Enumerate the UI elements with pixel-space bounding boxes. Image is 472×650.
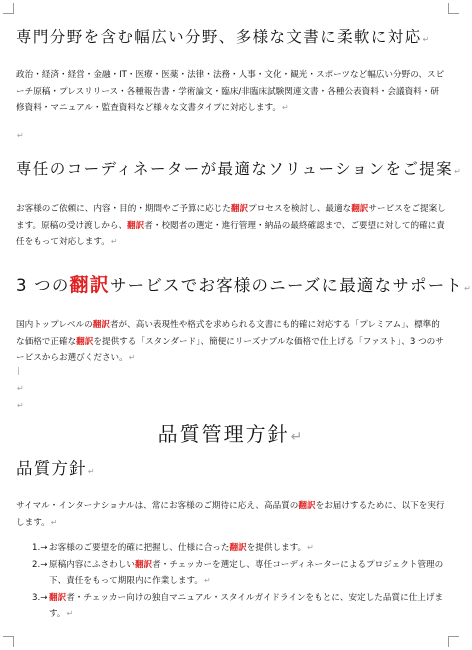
heading-quality-policy: 品質方針↵	[16, 459, 96, 478]
paragraph-mark: ↵	[66, 609, 74, 618]
paragraph-three-services: 国内トップレベルの翻訳者が、高い表現性や格式を求められる文書にも的確に対応する「プレミアム」、標準的な価格で正確な翻訳を提供する「スタンダード」、簡便にリーズナブルな価格で仕上げる「ファスト」、3 つのサービスからお選びください。↵	[16, 320, 444, 363]
paragraph-mark: ↵	[17, 131, 24, 140]
heading-flexible-fields: 専門分野を含む幅広い分野、多様な文書に柔軟に対応↵	[16, 28, 431, 46]
crop-mark	[3, 3, 14, 14]
keyword-translation: 翻訳	[49, 592, 67, 603]
keyword-translation: 翻訳	[229, 543, 247, 553]
list-item: 2.→ 原稿内容にふさわしい翻訳者・チェッカーを選定し、専任コーディネーターによるプロジェクト管理の下、責任をもって期限内に作業します。↵	[32, 559, 444, 586]
crop-mark	[3, 636, 14, 647]
keyword-translation: 翻訳	[127, 220, 145, 231]
paragraph-mark: ↵	[290, 429, 305, 445]
paragraph-mark: ↵	[281, 103, 289, 112]
heading-coordinator: 専任のコーディネーターが最適なソリューションをご提案↵	[16, 160, 463, 178]
text-cursor: |	[17, 366, 20, 375]
paragraph-fields: 政治・経済・経営・金融・IT・医療・医薬・法律・法務・人事・文化・観光・スポーツなど幅広い分野の、スピーチ原稿・プレスリリース・各種報告書・学術論文・臨床/非臨床試験関連文書・各種公表資料・会議資料・研修資料・マニュアル・監査資料など様々な文書タイプに対応します。↵	[16, 70, 445, 113]
heading-three-services: 3 つの翻訳サービスでお客様のニーズに最適なサポート↵	[16, 274, 472, 296]
crop-mark	[448, 636, 459, 647]
paragraph-mark: ↵	[128, 353, 136, 362]
paragraph-mark: ↵	[204, 576, 211, 585]
keyword-translation: 翻訳	[230, 204, 249, 214]
paragraph-mark: ↵	[87, 467, 96, 476]
page-title: 品質管理方針↵	[157, 422, 305, 446]
paragraph-mark: ↵	[464, 284, 472, 293]
paragraph-mark: ↵	[50, 517, 58, 527]
keyword-translation: 翻訳	[351, 204, 369, 214]
empty-paragraph	[16, 363, 446, 380]
paragraph-mark: ↵	[454, 167, 463, 176]
empty-paragraph	[16, 381, 446, 398]
quality-policy-list	[16, 540, 446, 623]
paragraph-mark: ↵	[17, 384, 24, 393]
crop-mark	[448, 3, 459, 14]
paragraph-mark: ↵	[110, 237, 118, 246]
empty-paragraph	[16, 398, 446, 415]
paragraph-mark: ↵	[422, 35, 431, 44]
keyword-translation: 翻訳	[69, 274, 110, 296]
paragraph-mark: ↵	[17, 401, 24, 410]
keyword-translation: 翻訳	[76, 336, 94, 347]
list-item: 3.→ 翻訳者・チェッカー向けの独自マニュアル・スタイルガイドラインをもとに、安定した品質に仕上げます。↵	[32, 592, 444, 619]
list-item: 1.→ お客様のご要望を的確に把握し、仕様に合った翻訳を提供します。↵	[32, 543, 314, 553]
keyword-translation: 翻訳	[134, 559, 153, 570]
paragraph-quality-intro: サイマル・インターナショナルは、常にお客様のご期待に応え、高品質の翻訳をお届けするために、以下を実行します。↵	[16, 501, 445, 528]
paragraph-coordinator: お客様のご依頼に、内容・目的・期間やご予算に応じた翻訳プロセスを検討し、最適な翻訳サービスをご提案します。原稿の受け渡しから、翻訳者・校閲者の選定・進行管理・納品の最終確認まで、ご要望に対して的確に責任をもって対応します。↵	[16, 204, 446, 247]
empty-paragraph	[16, 128, 446, 145]
paragraph-mark: ↵	[307, 543, 314, 552]
keyword-translation: 翻訳	[298, 501, 316, 511]
keyword-translation: 翻訳	[92, 320, 110, 330]
